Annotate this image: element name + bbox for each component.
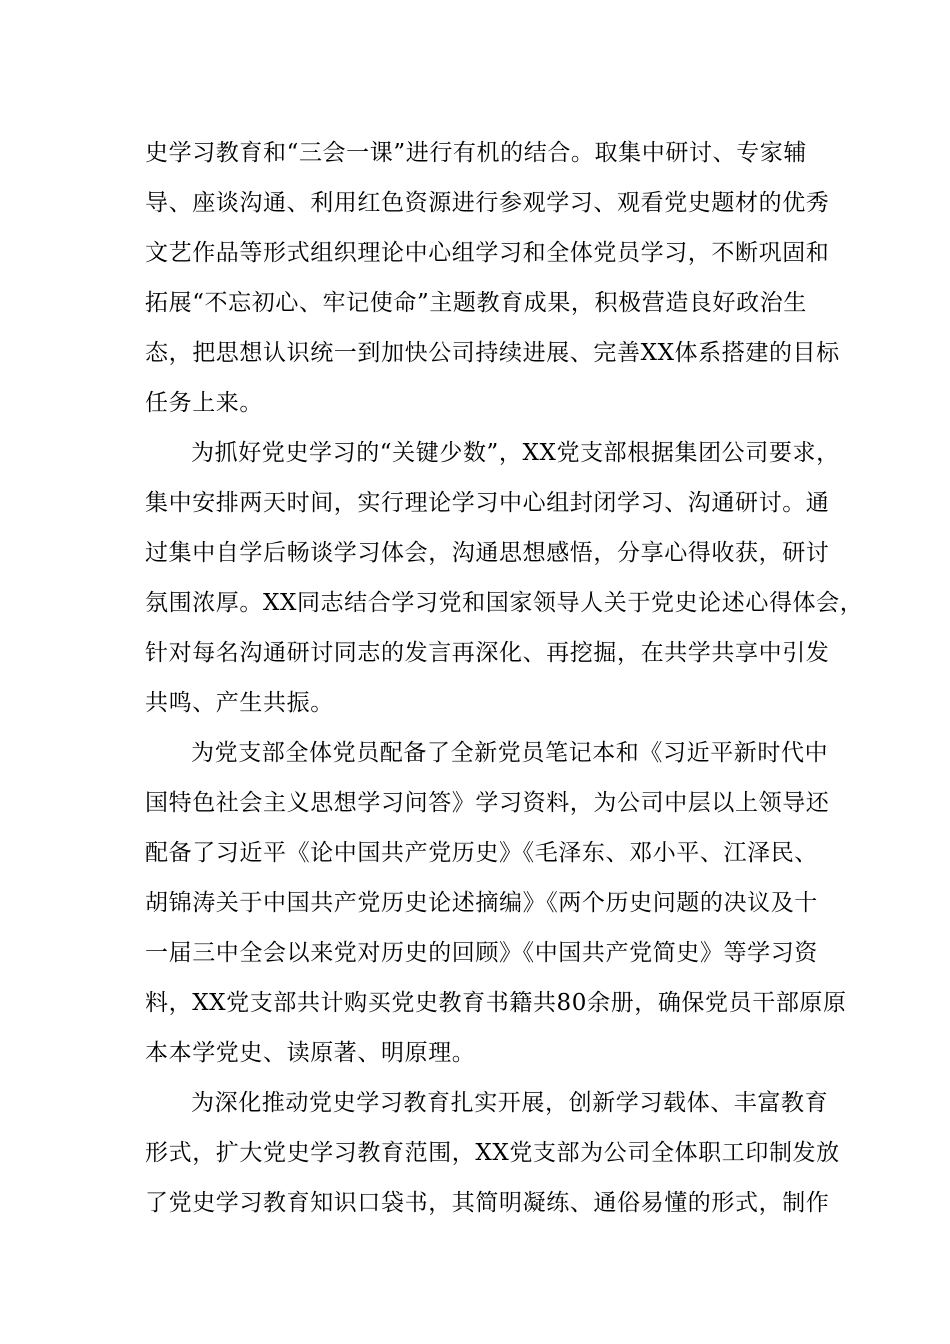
paragraph-first-line: 为党支部全体党员配备了全新党员笔记本和《习近平新时代中: [191, 740, 829, 766]
text-line: 配备了习近平《论中国共产党历史》《毛泽东、邓小平、江泽民、: [145, 840, 818, 866]
text-line: 针对每名沟通研讨同志的发言再深化、再挖掘，在共学共享中引发: [145, 640, 830, 666]
paragraph-first-line: 为抓好党史学习的“关键少数”，XX党支部根据集团公司要求，: [191, 440, 840, 466]
text-line: 本本学党史、读原著、明原理。: [145, 1040, 476, 1066]
text-line: 国特色社会主义思想学习问答》学习资料，为公司中层以上领导还: [145, 790, 830, 816]
text-line: 一届三中全会以来党对历史的回顾》《中国共产党简史》等学习资: [145, 940, 818, 966]
text-line: 史学习教育和“三会一课”进行有机的结合。取集中研讨、专家辅: [145, 140, 807, 166]
text-line: 拓展“不忘初心、牢记使命”主题教育成果，积极营造良好政治生: [145, 290, 807, 316]
text-line: 态，把思想认识统一到加快公司持续进展、完善XX体系搭建的目标: [145, 340, 840, 366]
text-line: 文艺作品等形式组织理论中心组学习和全体党员学习，不断巩固和: [145, 240, 830, 266]
text-line: 胡锦涛关于中国共产党历史论述摘编》《两个历史问题的决议及十: [145, 890, 818, 916]
document-body: [145, 128, 864, 1228]
text-line: 形式，扩大党史学习教育范围，XX党支部为公司全体职工印制发放: [145, 1140, 840, 1166]
paragraph-first-line: 为深化推动党史学习教育扎实开展，创新学习载体、丰富教育: [191, 1090, 829, 1116]
text-line: 氛围浓厚。XX同志结合学习党和国家领导人关于党史论述心得体会，: [145, 590, 864, 616]
text-line: 任务上来。: [145, 390, 263, 416]
text-line: 共鸣、产生共振。: [145, 690, 334, 716]
text-line: 集中安排两天时间，实行理论学习中心组封闭学习、沟通研讨。通: [145, 490, 830, 516]
text-line: 过集中自学后畅谈学习体会，沟通思想感悟，分享心得收获，研讨: [145, 540, 830, 566]
text-line: 料，XX党支部共计购买党史教育书籍共80余册，确保党员干部原原: [145, 990, 847, 1016]
text-line: 导、座谈沟通、利用红色资源进行参观学习、观看党史题材的优秀: [145, 190, 830, 216]
text-line: 了党史学习教育知识口袋书，其简明凝练、通俗易懂的形式，制作: [145, 1190, 830, 1216]
